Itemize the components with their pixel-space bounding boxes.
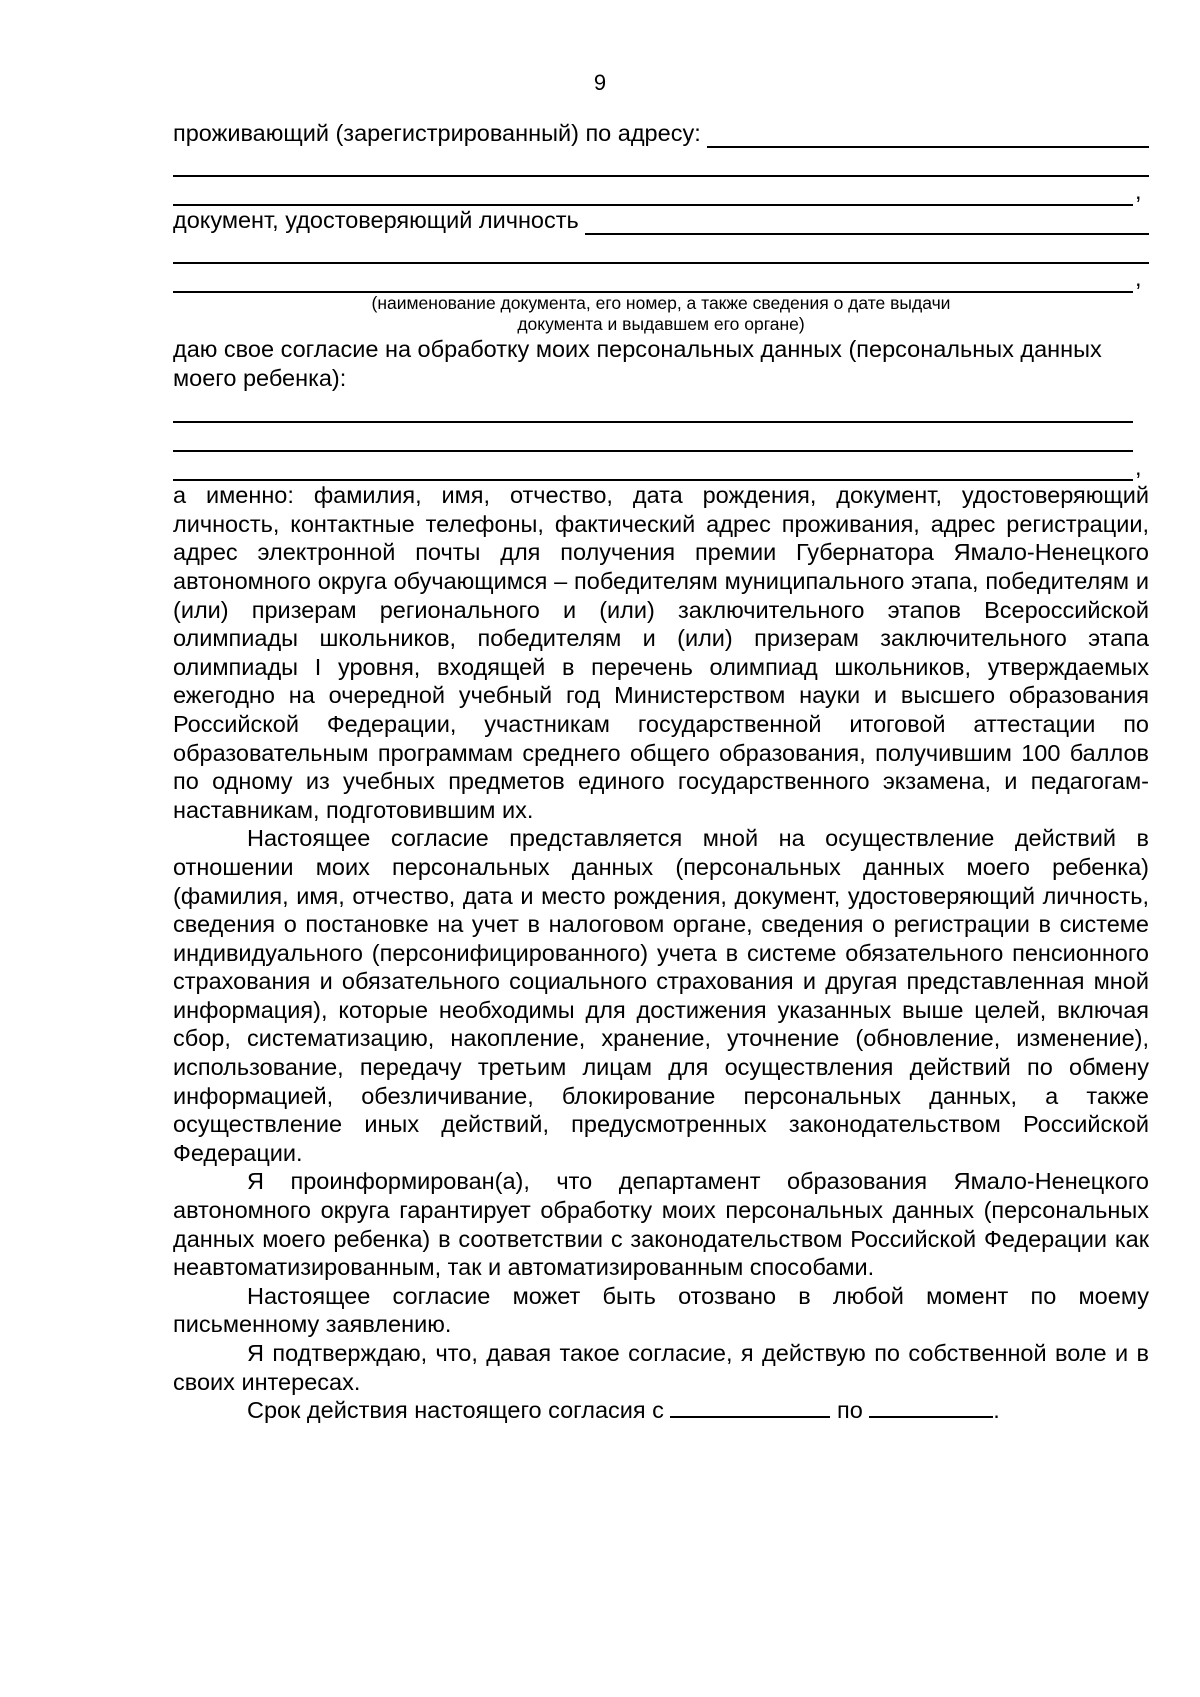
document-row <box>173 206 1149 235</box>
address-line-2[interactable] <box>173 148 1149 177</box>
paragraph-confirmation: Я подтверждаю, что, давая такое согласие, я действую по собственной воле и в своих интересах. <box>173 1340 1149 1395</box>
validity-end: . <box>993 1397 1000 1424</box>
document-label: документ, удостоверяющий личность <box>173 207 579 234</box>
child-line-1[interactable] <box>173 394 1149 423</box>
page-number: 9 <box>593 70 607 95</box>
address-label: проживающий (зарегистрированный) по адресу: <box>173 120 701 147</box>
validity-start-field[interactable] <box>670 1396 830 1418</box>
document-comma: , <box>1135 265 1142 292</box>
consent-intro: даю свое согласие на обработку моих персональных данных (персональных данных моего ребенка): <box>173 336 1102 391</box>
child-comma: , <box>1135 453 1142 480</box>
document-note-2: документа и выдавшем его органе) <box>517 314 805 334</box>
validity-prefix: Срок действия настоящего согласия с <box>247 1397 664 1424</box>
address-comma: , <box>1135 178 1142 205</box>
paragraph-data-list: а именно: фамилия, имя, отчество, дата рождения, документ, удостоверяющий личность, контактные телефоны, фактический адрес проживания, адрес регистрации, адрес электронной почты для получения премии Губернатора Ямало-Ненецкого автономного округа обучающимся – победителям муниципального этапа, победителям и (или) призерам регионального и (или) заключительного этапов Всероссийской олимпиады школьников, победителям и (или) призерам заключительного этапа олимпиады I уровня, входящей в перечень олимпиад школьников, утверждаемых ежегодно на очередной учебный год Министерством науки и высшего образования Российской Федерации, участникам государственной итоговой аттестации по образовательным программам среднего общего образования, получившим 100 баллов по одному из учебных предметов единого государственного экзамена, и педагогам-наставникам, подготовившим их. <box>173 482 1149 823</box>
consent-form <box>173 119 1149 1425</box>
paragraph-informed: Я проинформирован(а), что департамент образования Ямало-Ненецкого автономного округа гарантирует обработку моих персональных данных (персональных данных моего ребенка) в соответствии с законодательством Российской Федерации как неавтоматизированным, так и автоматизированным способами. <box>173 1168 1149 1281</box>
address-field-1[interactable] <box>707 126 1149 148</box>
document-line-3[interactable] <box>173 264 1149 293</box>
validity-middle: по <box>836 1397 863 1424</box>
paragraph-consent-actions: Настоящее согласие представляется мной на осуществление действий в отношении моих персональных данных (персональных данных моего ребенка) (фамилия, имя, отчество, дата и место рождения, документ, удостоверяющий личность, сведения о постановке на учет в налоговом органе, сведения о регистрации в системе индивидуального (персонифицированного) учета в системе обязательного пенсионного страхования и обязательного социального страхования и другая представленная мной информация), которые необходимы для достижения указанных выше целей, включая сбор, систематизацию, накопление, хранение, уточнение (обновление, изменение), использование, передачу третьим лицам для осуществления действий по обмену информацией, обезличивание, блокирование персональных данных, а также осуществление иных действий, предусмотренных законодательством Российской Федерации. <box>173 825 1149 1166</box>
document-line-2[interactable] <box>173 235 1149 264</box>
address-line-3[interactable] <box>173 177 1149 206</box>
child-line-3[interactable] <box>173 452 1149 481</box>
paragraph-revocation: Настоящее согласие может быть отозвано в любой момент по моему письменному заявлению. <box>173 1282 1149 1338</box>
validity-line <box>173 1396 1149 1425</box>
address-row <box>173 119 1149 148</box>
child-line-2[interactable] <box>173 423 1149 452</box>
validity-end-field[interactable] <box>869 1396 993 1418</box>
document-note-1: (наименование документа, его номер, а также сведения о дате выдачи <box>371 293 951 313</box>
document-field-1[interactable] <box>585 213 1149 235</box>
